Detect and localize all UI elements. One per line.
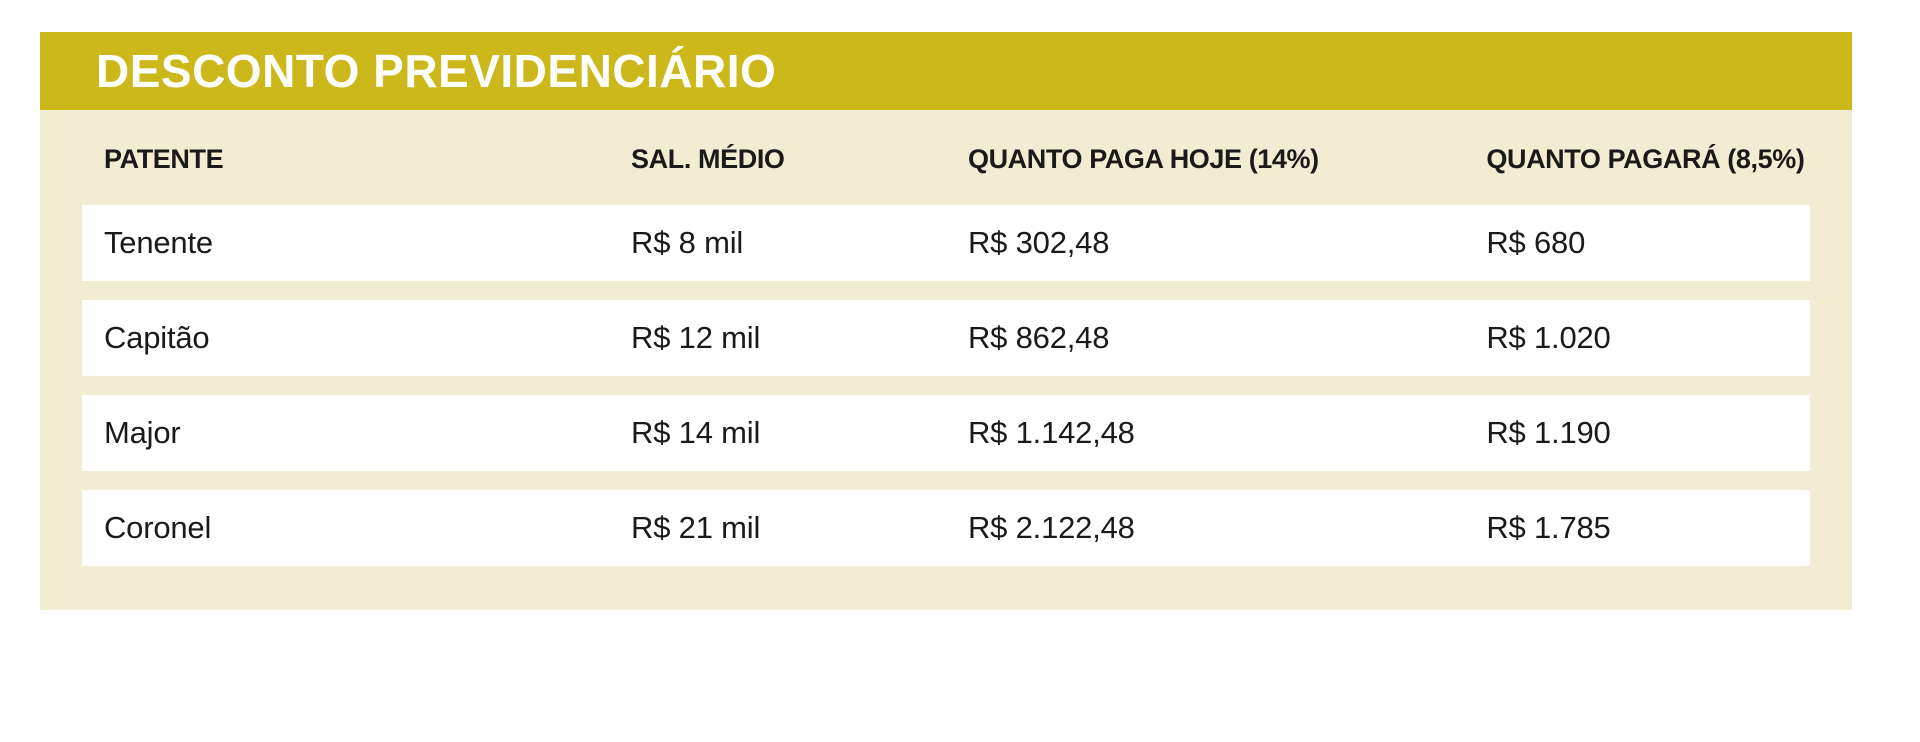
cell-salario-medio: R$ 12 mil xyxy=(631,320,761,355)
row-spacer-cell xyxy=(82,471,1810,490)
table-header xyxy=(82,110,1810,205)
cell-paga-hoje: R$ 862,48 xyxy=(967,320,1110,355)
table-header-row xyxy=(82,110,1810,205)
row-spacer xyxy=(82,471,1810,490)
infographic-panel xyxy=(40,32,1852,610)
table-row xyxy=(82,490,1810,566)
row-spacer-cell xyxy=(82,376,1810,395)
cell-pagara: R$ 1.785 xyxy=(1486,510,1611,545)
cell-patente: Tenente xyxy=(104,225,213,260)
table-row xyxy=(82,395,1810,471)
row-spacer-cell xyxy=(82,281,1810,300)
cell-paga-hoje: R$ 2.122,48 xyxy=(967,510,1135,545)
table-row xyxy=(82,205,1810,281)
cell-patente: Major xyxy=(104,415,181,450)
cell-patente: Capitão xyxy=(104,320,210,355)
table-body xyxy=(82,205,1810,566)
pension-discount-table xyxy=(82,110,1810,566)
cell-pagara: R$ 680 xyxy=(1486,225,1586,260)
column-header-pagara: QUANTO PAGARÁ (8,5%) xyxy=(1486,144,1805,174)
title-bar xyxy=(40,32,1852,110)
cell-salario-medio: R$ 8 mil xyxy=(631,225,744,260)
cell-salario-medio: R$ 14 mil xyxy=(631,415,761,450)
table-row xyxy=(82,300,1810,376)
cell-pagara: R$ 1.190 xyxy=(1486,415,1611,450)
page-title: DESCONTO PREVIDENCIÁRIO xyxy=(96,45,777,97)
cell-patente: Coronel xyxy=(104,510,212,545)
cell-paga-hoje: R$ 1.142,48 xyxy=(967,415,1135,450)
row-spacer xyxy=(82,376,1810,395)
cell-salario-medio: R$ 21 mil xyxy=(631,510,761,545)
column-header-salario-medio: SAL. MÉDIO xyxy=(631,144,785,174)
cell-paga-hoje: R$ 302,48 xyxy=(967,225,1110,260)
row-spacer xyxy=(82,281,1810,300)
cell-pagara: R$ 1.020 xyxy=(1486,320,1611,355)
column-header-patente: PATENTE xyxy=(104,144,224,174)
column-header-paga-hoje: QUANTO PAGA HOJE (14%) xyxy=(967,144,1319,174)
table-container xyxy=(40,110,1852,566)
